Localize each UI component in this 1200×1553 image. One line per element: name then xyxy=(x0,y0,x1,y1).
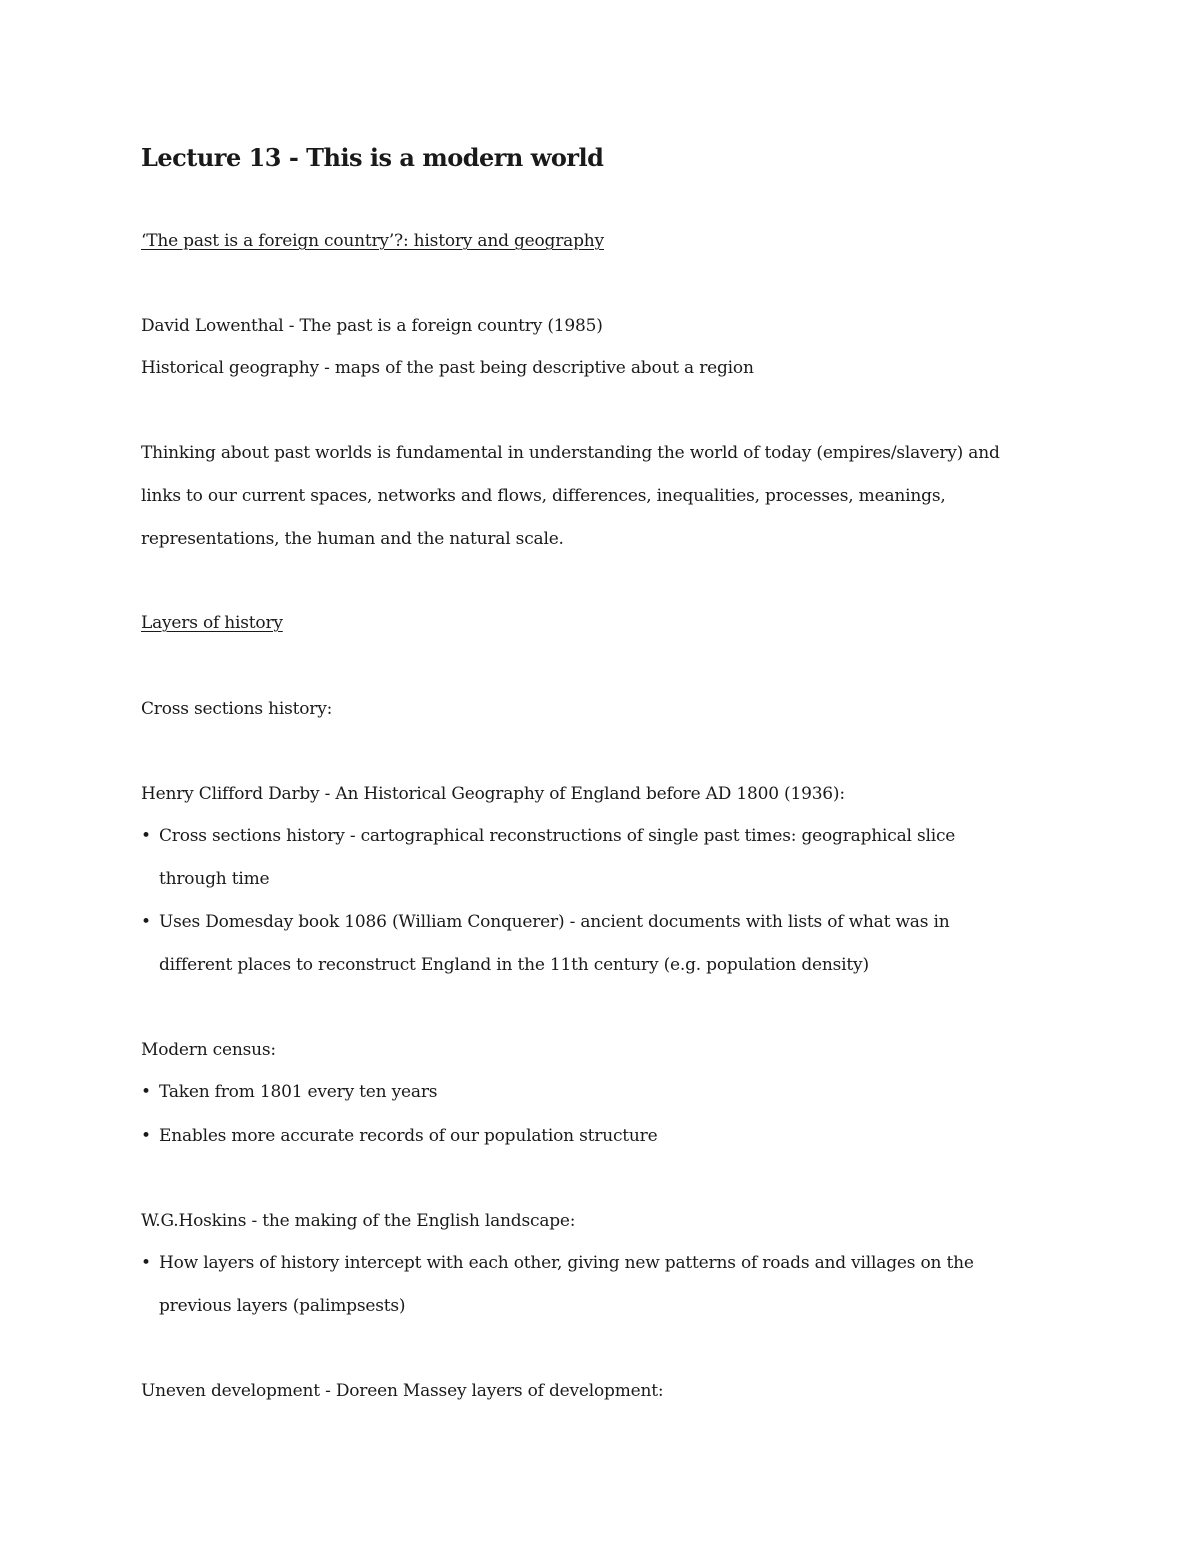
paragraph-cross-sections: Cross sections history: xyxy=(141,699,333,719)
page-title: Lecture 13 - This is a modern world xyxy=(141,143,604,172)
bullet-icon: • xyxy=(141,1253,152,1273)
bullet-icon: • xyxy=(141,1126,152,1146)
list-item-hoskins-line-2: previous layers (palimpsests) xyxy=(159,1296,406,1316)
bullet-icon: • xyxy=(141,1082,152,1102)
paragraph-modern-census: Modern census: xyxy=(141,1040,276,1060)
paragraph-thinking-line-2: links to our current spaces, networks and flows, differences, inequalities, processes, meanings, xyxy=(141,486,946,506)
paragraph-uneven-development: Uneven development - Doreen Massey layers of development: xyxy=(141,1381,664,1401)
paragraph-lowenthal: David Lowenthal - The past is a foreign country (1985) xyxy=(141,316,603,336)
list-item-darby-1-line-2: through time xyxy=(159,869,270,889)
list-item-darby-2-line-1: Uses Domesday book 1086 (William Conquerer) - ancient documents with lists of what was in xyxy=(159,912,950,932)
list-item-hoskins-line-1: How layers of history intercept with each other, giving new patterns of roads and villages on the xyxy=(159,1253,974,1273)
list-item-darby-1-line-1: Cross sections history - cartographical reconstructions of single past times: geographical slice xyxy=(159,826,956,846)
list-item-darby-2-line-2: different places to reconstruct England in the 11th century (e.g. population density) xyxy=(159,955,869,975)
section-heading-history-geography: ‘The past is a foreign country’?: history and geography xyxy=(141,231,604,251)
paragraph-thinking-line-3: representations, the human and the natural scale. xyxy=(141,529,564,549)
list-item-census-1: Taken from 1801 every ten years xyxy=(159,1082,438,1102)
paragraph-darby: Henry Clifford Darby - An Historical Geography of England before AD 1800 (1936): xyxy=(141,784,845,804)
paragraph-historical-geography: Historical geography - maps of the past being descriptive about a region xyxy=(141,358,754,378)
list-item-census-2: Enables more accurate records of our population structure xyxy=(159,1126,658,1146)
section-heading-layers-of-history: Layers of history xyxy=(141,613,283,633)
paragraph-hoskins: W.G.Hoskins - the making of the English landscape: xyxy=(141,1211,576,1231)
paragraph-thinking-line-1: Thinking about past worlds is fundamental in understanding the world of today (empires/slavery) and xyxy=(141,443,1000,463)
bullet-icon: • xyxy=(141,826,152,846)
bullet-icon: • xyxy=(141,912,152,932)
